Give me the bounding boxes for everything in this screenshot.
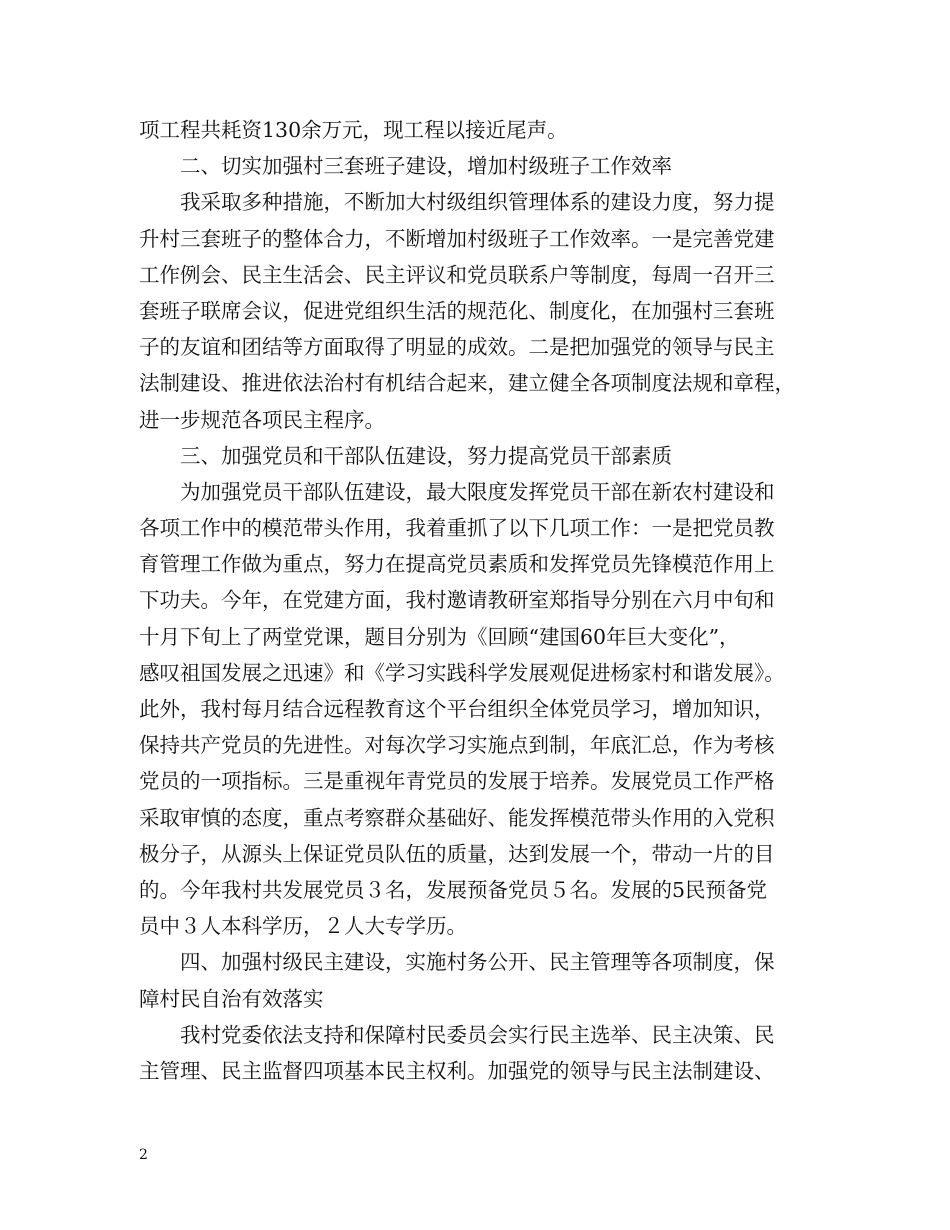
text-line: 育管理工作做为重点，努力在提高党员素质和发挥党员先锋模范作用上: [139, 552, 775, 577]
text-line: 升村三套班子的整体合力，不断增加村级班子工作效率。一是完善党建: [139, 226, 775, 251]
text-line: 我村党委依法支持和保障村民委员会实行民主选举、民主决策、民: [180, 1022, 775, 1047]
section-heading: 三、加强党员和干部队伍建设，努力提高党员干部素质: [180, 443, 672, 468]
text-line: 党员的一项指标。三是重视年青党员的发展于培养。发展党员工作严格: [139, 769, 775, 794]
text-line: 主管理、民主监督四项基本民主权利。加强党的领导与民主法制建设、: [139, 1058, 775, 1083]
text-line: 套班子联席会议，促进党组织生活的规范化、制度化，在加强村三套班: [139, 298, 775, 323]
text-line: 十月下旬上了两堂党课，题目分别为《回顾“建国60年巨大变化”，: [139, 624, 740, 649]
text-line: 子的友谊和团结等方面取得了明显的成效。二是把加强党的领导与民主: [139, 335, 775, 360]
text-line: 工作例会、民主生活会、民主评议和党员联系户等制度，每周一召开三: [139, 262, 775, 287]
text-line: 保持共产党员的先进性。对每次学习实施点到制，年底汇总，作为考核: [139, 733, 775, 758]
section-heading-continued: 障村民自治有效落实: [139, 986, 324, 1011]
text-line: 各项工作中的模范带头作用，我着重抓了以下几项工作：一是把党员教: [139, 516, 775, 541]
text-line: 采取审慎的态度，重点考察群众基础好、能发挥模范带头作用的入党积: [139, 805, 775, 830]
text-line: 极分子，从源头上保证党员队伍的质量，达到发展一个，带动一片的目: [139, 841, 775, 866]
text-line: 法制建设、推进依法治村有机结合起来，建立健全各项制度法规和章程，: [139, 371, 795, 396]
text-line: 为加强党员干部队伍建设，最大限度发挥党员干部在新农村建设和: [180, 479, 775, 504]
page-number: 2: [139, 1147, 148, 1163]
section-heading: 四、加强村级民主建设，实施村务公开、民主管理等各项制度，保: [180, 950, 775, 975]
text-line: 此外，我村每月结合远程教育这个平台组织全体党员学习，增加知识，: [139, 697, 775, 721]
document-body: [139, 112, 819, 1089]
text-line: 进一步规范各项民主程序。: [139, 407, 385, 432]
text-line: 感叹祖国发展之迅速》和《学习实践科学发展观促进杨家村和谐发展》。: [139, 660, 785, 685]
text-line: 我采取多种措施，不断加大村级组织管理体系的建设力度，努力提: [180, 190, 775, 215]
text-line: 的。今年我村共发展党员３名，发展预备党员５名。发展的5民预备党: [139, 877, 768, 902]
text-line: 员中３人本科学历，２人大专学历。: [139, 914, 467, 939]
section-heading: 二、切实加强村三套班子建设，增加村级班子工作效率: [180, 154, 672, 179]
text-line: 下功夫。今年，在党建方面，我村邀请教研室郑指导分别在六月中旬和: [139, 588, 775, 613]
text-line: 项工程共耗资130余万元，现工程以接近尾声。: [139, 118, 568, 142]
